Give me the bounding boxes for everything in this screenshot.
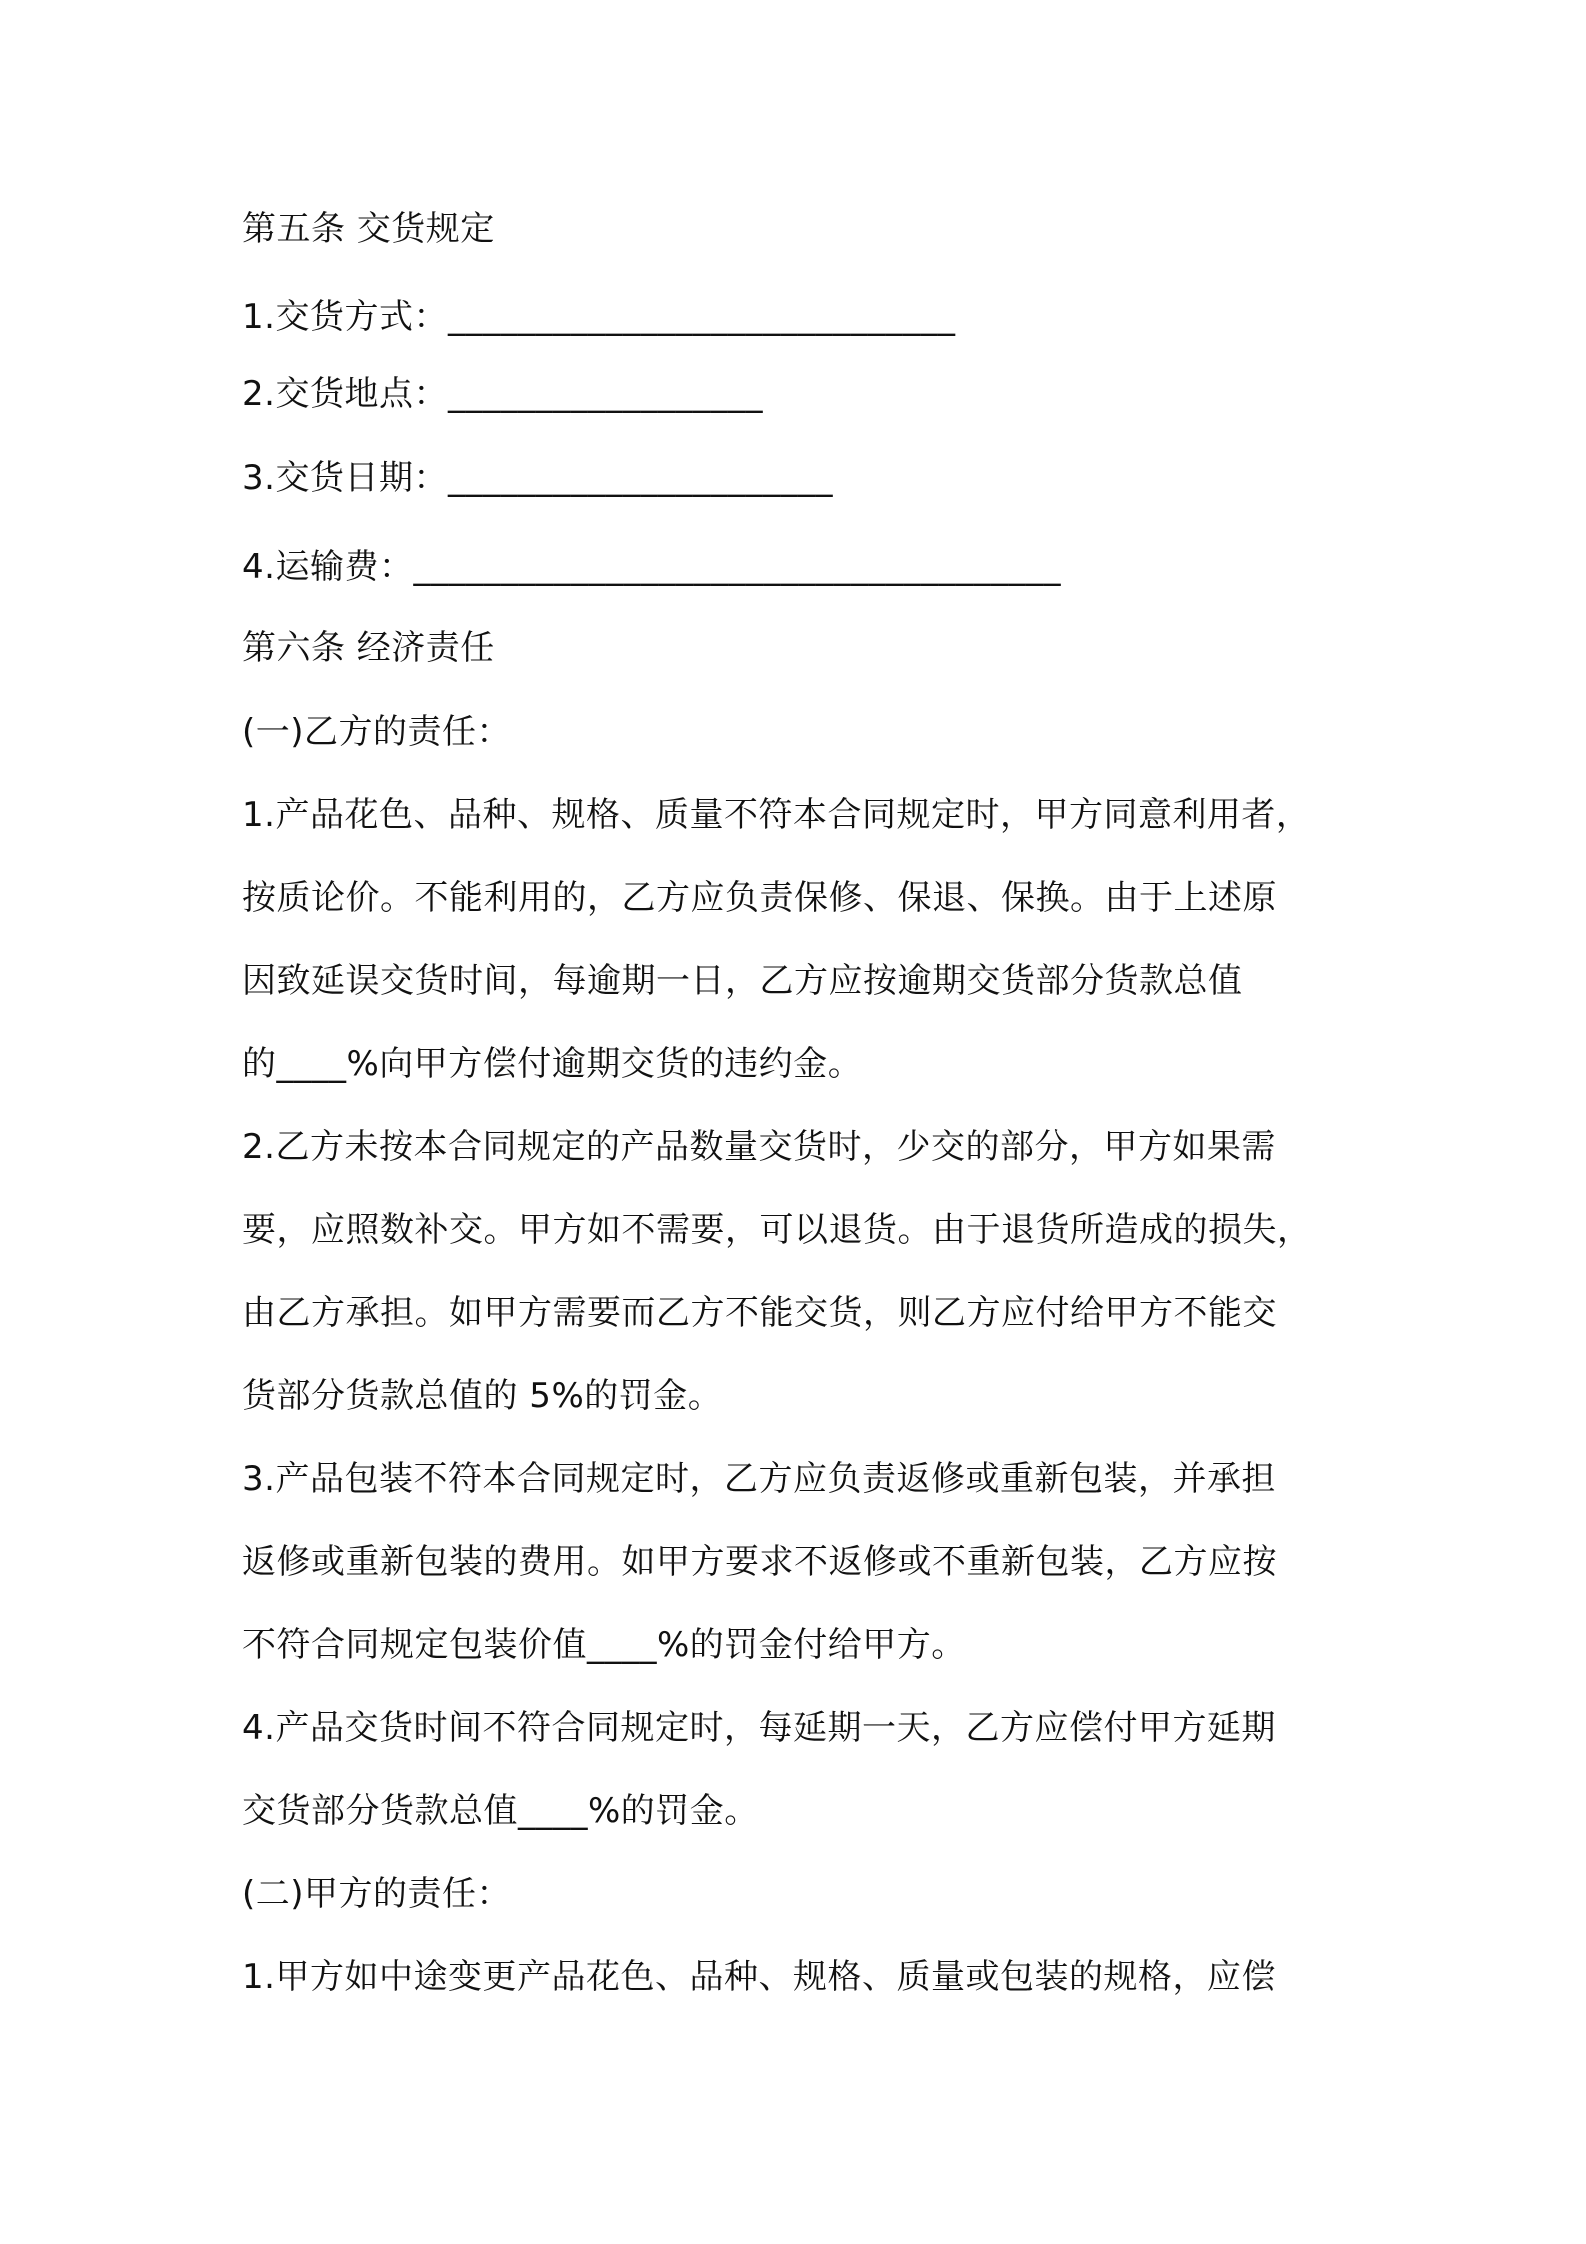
section5-title: 第五条 交货规定: [242, 209, 495, 249]
party-b-line-10: 返修或重新包装的费用。如甲方要求不返修或不重新包装，乙方应按: [242, 1542, 1277, 1582]
party-b-line-5: 2.乙方未按本合同规定的产品数量交货时，少交的部分，甲方如果需: [242, 1127, 1276, 1167]
delivery-method-line: 1.交货方式：_____________________________: [242, 297, 956, 337]
party-b-line-11: 不符合同规定包装价值____%的罚金付给甲方。: [242, 1625, 966, 1665]
party-a-line-1: 1.甲方如中途变更产品花色、品种、规格、质量或包装的规格，应偿: [242, 1957, 1276, 1997]
party-b-line-3: 因致延误交货时间，每逾期一日，乙方应按逾期交货部分货款总值: [242, 961, 1243, 1001]
freight-line: 4.运输费：_____________________________________: [242, 547, 1061, 587]
delivery-place-line: 2.交货地点：__________________: [242, 374, 763, 414]
party-b-line-4: 的____%向甲方偿付逾期交货的违约金。: [242, 1044, 863, 1084]
party-b-line-9: 3.产品包装不符本合同规定时，乙方应负责返修或重新包装，并承担: [242, 1459, 1276, 1499]
delivery-date-line: 3.交货日期：______________________: [242, 458, 833, 498]
party-b-line-13: 交货部分货款总值____%的罚金。: [242, 1791, 759, 1831]
party-b-line-7: 由乙方承担。如甲方需要而乙方不能交货，则乙方应付给甲方不能交: [242, 1293, 1277, 1333]
party-b-line-1: 1.产品花色、品种、规格、质量不符本合同规定时，甲方同意利用者，: [242, 795, 1311, 835]
party-a-heading: (二)甲方的责任：: [242, 1874, 512, 1914]
party-b-line-6: 要，应照数补交。甲方如不需要，可以退货。由于退货所造成的损失，: [242, 1210, 1312, 1250]
party-b-line-8: 货部分货款总值的 5%的罚金。: [242, 1376, 723, 1416]
party-b-heading: (一)乙方的责任：: [242, 712, 512, 752]
party-b-line-2: 按质论价。不能利用的，乙方应负责保修、保退、保换。由于上述原: [242, 878, 1277, 918]
party-b-line-12: 4.产品交货时间不符合同规定时，每延期一天，乙方应偿付甲方延期: [242, 1708, 1276, 1748]
section6-title: 第六条 经济责任: [242, 628, 495, 668]
